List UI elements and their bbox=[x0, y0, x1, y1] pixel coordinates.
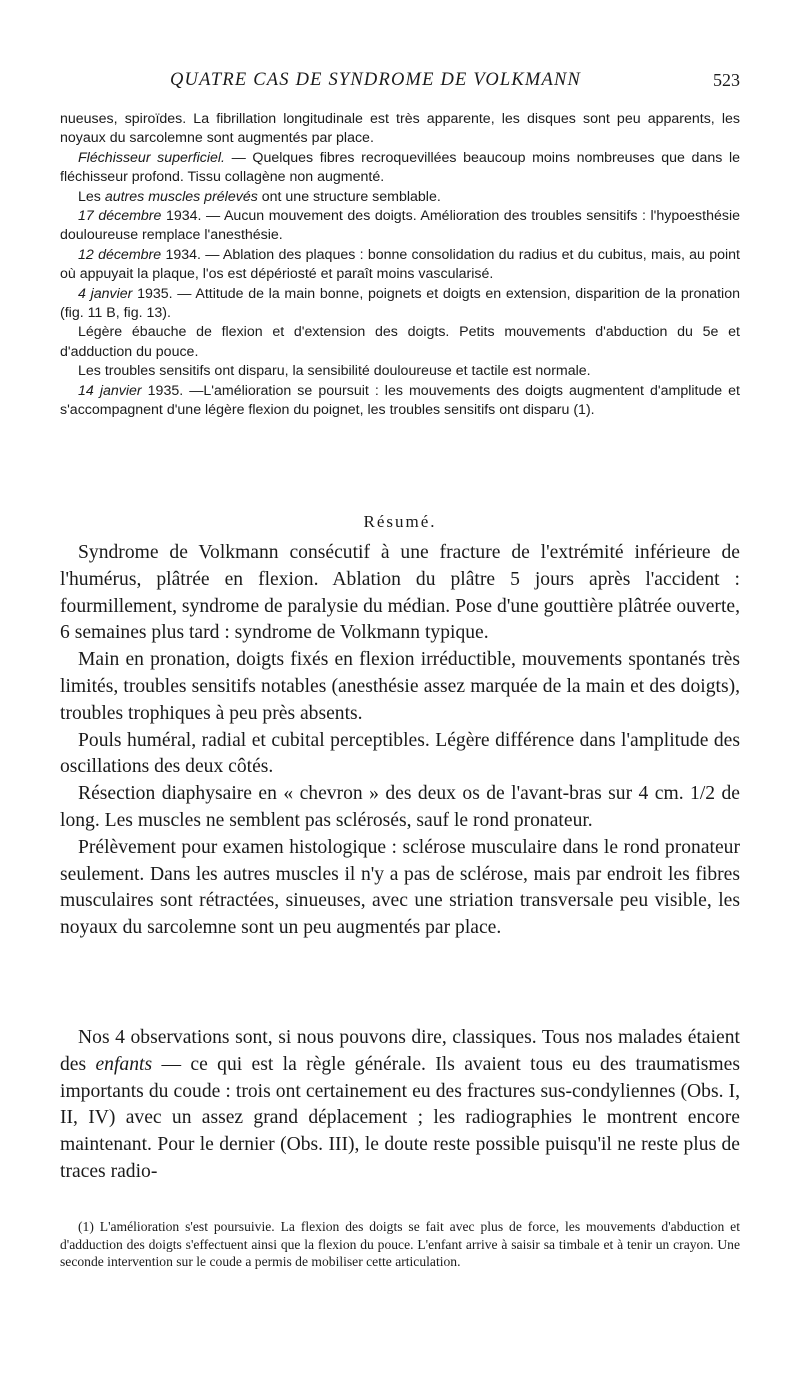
entry-paragraph: 17 décembre 1934. — Aucun mouvement des doigts. Amélioration des troubles sensitifs : l'hypoesthésie douloureuse remplace l'anesthésie. bbox=[60, 208, 740, 244]
discussion-paragraph: Nos 4 observations sont, si nous pouvons dire, classiques. Tous nos malades étaient des enfants — ce qui est la règle générale. Ils avaient tous eu des traumatismes importants du coude : trois ont certainement eu des fractures sus-condyliennes (Obs. I, II, IV) avec un assez grand déplacement ; les radiographies le montrent encore maintenant. Pour le dernier (Obs. III), le doute reste possible puisqu'il ne reste plus de traces radio- bbox=[60, 1027, 740, 1182]
entry-paragraph: Légère ébauche de flexion et d'extension des doigts. Petits mouvements d'abduction du 5e et d'adduction du pouce. bbox=[60, 324, 740, 360]
resume-section bbox=[60, 540, 740, 942]
running-title: QUATRE CAS DE SYNDROME DE VOLKMANN bbox=[170, 70, 582, 90]
resume-paragraph: Main en pronation, doigts fixés en flexion irréductible, mouvements spontanés très limités, troubles sensitifs notables (anesthésie assez marquée de la main et des doigts), troubles trophiques à peu près absents. bbox=[60, 649, 740, 724]
footnote-text: (1) L'amélioration s'est poursuivie. La flexion des doigts se fait avec plus de force, les mouvements d'abduction et d'adduction des doigts s'effectuent ainsi que la flexion du pouce. L'enfant arrive à saisir sa timbale et à tenir un crayon. Une seconde intervention sur le coude a permis de mobiliser cette articulation. bbox=[60, 1219, 740, 1270]
resume-heading: Résumé. bbox=[363, 512, 437, 531]
page-header bbox=[60, 70, 740, 96]
entry-paragraph: Les autres muscles prélevés ont une structure semblable. bbox=[78, 188, 441, 205]
entry-paragraph: Les troubles sensitifs ont disparu, la sensibilité douloureuse et tactile est normale. bbox=[78, 363, 591, 380]
resume-paragraph: Prélèvement pour examen histologique : sclérose musculaire dans le rond pronateur seulement. Dans les autres muscles il n'y a pas de sclérose, mais par endroit les fibres musculaires sont rétractées, sinueuses, avec une striation transversale peu visible, les noyaux du sarcolemne sont un peu augmentés par place. bbox=[60, 836, 740, 939]
entry-paragraph: 12 décembre 1934. — Ablation des plaques : bonne consolidation du radius et du cubitus, mais, au point où appuyait la plaque, l'os est dépériosté et paraît moins vascularisé. bbox=[60, 246, 740, 283]
entry-paragraph: 4 janvier 1935. — Attitude de la main bonne, poignets et doigts en extension, disparition de la pronation (fig. 11 B, fig. 13). bbox=[60, 285, 740, 322]
footnote bbox=[60, 1218, 740, 1271]
resume-paragraph: Syndrome de Volkmann consécutif à une fracture de l'extrémité inférieure de l'humérus, plâtrée en flexion. Ablation du plâtre 5 jours après l'accident : fourmillement, syndrome de paralysie du médian. Pose d'une gouttière plâtrée ouverte, 6 semaines plus tard : syndrome de Volkmann typique. bbox=[60, 542, 740, 644]
resume-paragraph: Résection diaphysaire en « chevron » des deux os de l'avant-bras sur 4 cm. 1/2 de long. Les muscles ne semblent pas sclérosés, sauf le rond pronateur. bbox=[60, 783, 740, 831]
discussion-section bbox=[60, 1025, 740, 1186]
resume-paragraph: Pouls huméral, radial et cubital perceptibles. Légère différence dans l'amplitude des oscillations des deux côtés. bbox=[60, 729, 740, 778]
entry-paragraph: nueuses, spiroïdes. La fibrillation longitudinale est très apparente, les disques sont peu apparents, les noyaux du sarcolemne sont augmentés par place. bbox=[60, 111, 740, 147]
case-entries bbox=[60, 110, 740, 421]
page-number: 523 bbox=[713, 70, 740, 90]
entry-paragraph: Fléchisseur superficiel. — Quelques fibres recroquevillées beaucoup moins nombreuses que dans le fléchisseur profond. Tissu collagène non augmenté. bbox=[60, 149, 740, 186]
entry-paragraph: 14 janvier 1935. —L'amélioration se poursuit : les mouvements des doigts augmentent d'amplitude et s'accompagnent d'une légère flexion du poignet, les troubles sensitifs ont disparu (1). bbox=[60, 382, 740, 419]
